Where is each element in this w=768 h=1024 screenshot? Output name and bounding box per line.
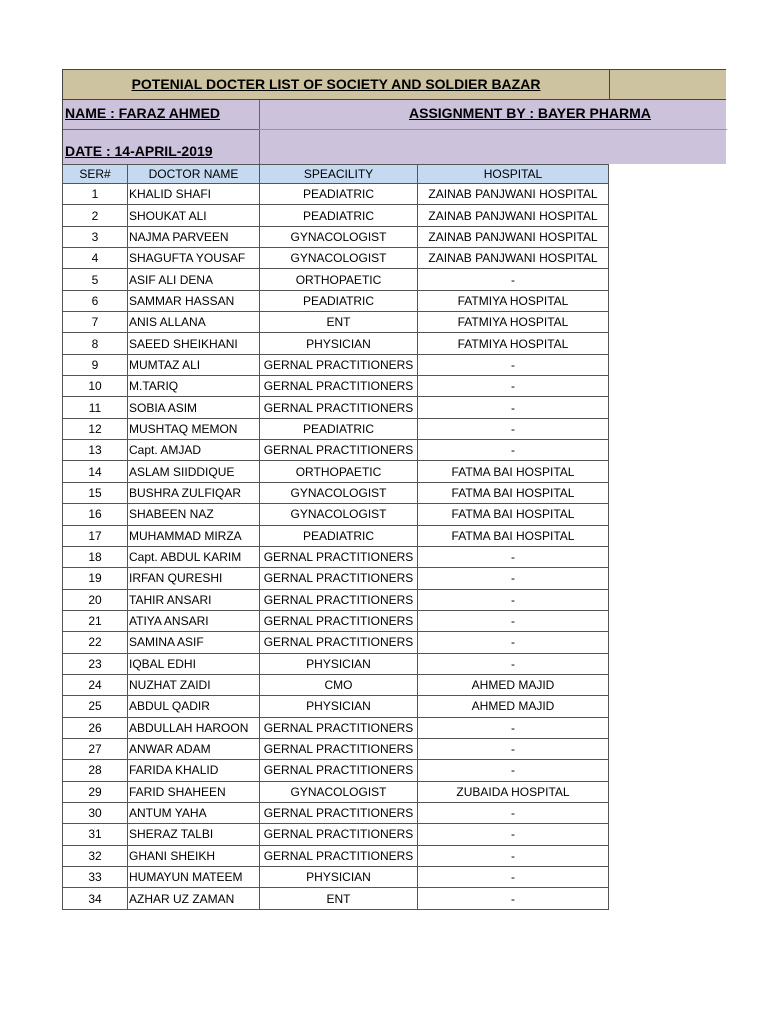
- speciality-cell[interactable]: GYNACOLOGIST: [260, 248, 418, 269]
- speciality-cell[interactable]: GERNAL PRACTITIONERS: [260, 568, 418, 589]
- table-row[interactable]: [63, 248, 609, 269]
- hospital-cell[interactable]: FATMIYA HOSPITAL: [418, 333, 609, 354]
- ser-cell[interactable]: 17: [63, 525, 128, 546]
- doctor-name-cell[interactable]: IRFAN QURESHI: [128, 568, 260, 589]
- speciality-cell[interactable]: PHYSICIAN: [260, 653, 418, 674]
- hospital-cell[interactable]: -: [418, 845, 609, 866]
- doctor-name-cell[interactable]: SHOUKAT ALI: [128, 205, 260, 226]
- ser-cell[interactable]: 31: [63, 824, 128, 845]
- table-row[interactable]: [63, 376, 609, 397]
- info-divider: [63, 129, 259, 130]
- speciality-cell[interactable]: PHYSICIAN: [260, 867, 418, 888]
- title-band: [62, 69, 726, 100]
- speciality-cell[interactable]: GYNACOLOGIST: [260, 482, 418, 503]
- hospital-cell[interactable]: AHMED MAJID: [418, 674, 609, 695]
- speciality-cell[interactable]: PEADIATRIC: [260, 290, 418, 311]
- ser-cell[interactable]: 23: [63, 653, 128, 674]
- table-row[interactable]: [63, 824, 609, 845]
- ser-cell[interactable]: 15: [63, 482, 128, 503]
- doctor-name-cell[interactable]: SOBIA ASIM: [128, 397, 260, 418]
- table-row[interactable]: [63, 354, 609, 375]
- table-row[interactable]: [63, 696, 609, 717]
- speciality-cell[interactable]: CMO: [260, 674, 418, 695]
- table-body: [63, 184, 609, 910]
- hospital-cell[interactable]: -: [418, 589, 609, 610]
- ser-cell[interactable]: 21: [63, 610, 128, 631]
- doctor-name-cell[interactable]: SHAGUFTA YOUSAF: [128, 248, 260, 269]
- ser-cell[interactable]: 5: [63, 269, 128, 290]
- doctor-name-cell[interactable]: SAEED SHEIKHANI: [128, 333, 260, 354]
- hospital-cell[interactable]: ZAINAB PANJWANI HOSPITAL: [418, 226, 609, 247]
- table-row[interactable]: [63, 418, 609, 439]
- hospital-cell[interactable]: FATMIYA HOSPITAL: [418, 290, 609, 311]
- doctor-name-cell[interactable]: MUMTAZ ALI: [128, 354, 260, 375]
- ser-cell[interactable]: 16: [63, 504, 128, 525]
- hospital-cell[interactable]: FATMA BAI HOSPITAL: [418, 461, 609, 482]
- speciality-cell[interactable]: GERNAL PRACTITIONERS: [260, 589, 418, 610]
- table-row[interactable]: [63, 653, 609, 674]
- table-row[interactable]: [63, 845, 609, 866]
- column-header-speciality: SPEACILITY: [260, 165, 418, 184]
- ser-cell[interactable]: 26: [63, 717, 128, 738]
- table-row[interactable]: [63, 610, 609, 631]
- ser-cell[interactable]: 18: [63, 546, 128, 567]
- hospital-cell[interactable]: -: [418, 376, 609, 397]
- doctor-table: [62, 164, 609, 910]
- info-divider: [259, 129, 727, 130]
- hospital-cell[interactable]: ZUBAIDA HOSPITAL: [418, 781, 609, 802]
- speciality-cell[interactable]: GERNAL PRACTITIONERS: [260, 845, 418, 866]
- hospital-cell[interactable]: -: [418, 546, 609, 567]
- hospital-cell[interactable]: -: [418, 802, 609, 823]
- table-row[interactable]: [63, 589, 609, 610]
- speciality-cell[interactable]: GYNACOLOGIST: [260, 504, 418, 525]
- hospital-cell[interactable]: -: [418, 867, 609, 888]
- hospital-cell[interactable]: ZAINAB PANJWANI HOSPITAL: [418, 248, 609, 269]
- doctor-name-cell[interactable]: ANIS ALLANA: [128, 312, 260, 333]
- table-row[interactable]: [63, 440, 609, 461]
- ser-cell[interactable]: 34: [63, 888, 128, 909]
- speciality-cell[interactable]: GERNAL PRACTITIONERS: [260, 717, 418, 738]
- ser-cell[interactable]: 6: [63, 290, 128, 311]
- hospital-cell[interactable]: -: [418, 418, 609, 439]
- table-row[interactable]: [63, 269, 609, 290]
- hospital-cell[interactable]: FATMIYA HOSPITAL: [418, 312, 609, 333]
- table-row[interactable]: [63, 888, 609, 909]
- table-row[interactable]: [63, 738, 609, 759]
- doctor-name-cell[interactable]: ANWAR ADAM: [128, 738, 260, 759]
- doctor-name-cell[interactable]: Capt. ABDUL KARIM: [128, 546, 260, 567]
- hospital-cell[interactable]: -: [418, 568, 609, 589]
- ser-cell[interactable]: 13: [63, 440, 128, 461]
- speciality-cell[interactable]: GERNAL PRACTITIONERS: [260, 354, 418, 375]
- speciality-cell[interactable]: GERNAL PRACTITIONERS: [260, 802, 418, 823]
- ser-cell[interactable]: 33: [63, 867, 128, 888]
- table-row[interactable]: [63, 568, 609, 589]
- speciality-cell[interactable]: GERNAL PRACTITIONERS: [260, 546, 418, 567]
- page-title: POTENIAL DOCTER LIST OF SOCIETY AND SOLDIER BAZAR: [63, 70, 610, 99]
- speciality-cell[interactable]: ORTHOPAETIC: [260, 269, 418, 290]
- doctor-name-cell[interactable]: ASIF ALI DENA: [128, 269, 260, 290]
- hospital-cell[interactable]: -: [418, 354, 609, 375]
- table-row[interactable]: [63, 867, 609, 888]
- doctor-name-cell[interactable]: TAHIR ANSARI: [128, 589, 260, 610]
- date-label: DATE : 14-APRIL-2019: [65, 143, 213, 159]
- table-row[interactable]: [63, 781, 609, 802]
- hospital-cell[interactable]: -: [418, 397, 609, 418]
- speciality-cell[interactable]: PEADIATRIC: [260, 205, 418, 226]
- info-divider: [259, 100, 260, 164]
- hospital-cell[interactable]: -: [418, 738, 609, 759]
- doctor-name-cell[interactable]: ASLAM SIIDDIQUE: [128, 461, 260, 482]
- table-row[interactable]: [63, 397, 609, 418]
- hospital-cell[interactable]: -: [418, 440, 609, 461]
- ser-cell[interactable]: 9: [63, 354, 128, 375]
- speciality-cell[interactable]: ORTHOPAETIC: [260, 461, 418, 482]
- doctor-name-cell[interactable]: BUSHRA ZULFIQAR: [128, 482, 260, 503]
- ser-cell[interactable]: 28: [63, 760, 128, 781]
- speciality-cell[interactable]: GYNACOLOGIST: [260, 781, 418, 802]
- doctor-name-cell[interactable]: MUSHTAQ MEMON: [128, 418, 260, 439]
- ser-cell[interactable]: 3: [63, 226, 128, 247]
- speciality-cell[interactable]: PHYSICIAN: [260, 696, 418, 717]
- speciality-cell[interactable]: GERNAL PRACTITIONERS: [260, 376, 418, 397]
- ser-cell[interactable]: 20: [63, 589, 128, 610]
- table-row[interactable]: [63, 632, 609, 653]
- doctor-name-cell[interactable]: SHERAZ TALBI: [128, 824, 260, 845]
- ser-cell[interactable]: 24: [63, 674, 128, 695]
- speciality-cell[interactable]: PEADIATRIC: [260, 525, 418, 546]
- hospital-cell[interactable]: FATMA BAI HOSPITAL: [418, 504, 609, 525]
- speciality-cell[interactable]: GYNACOLOGIST: [260, 226, 418, 247]
- rep-name-label: NAME : FARAZ AHMED: [65, 105, 221, 121]
- table-row[interactable]: [63, 802, 609, 823]
- hospital-cell[interactable]: -: [418, 888, 609, 909]
- doctor-name-cell[interactable]: GHANI SHEIKH: [128, 845, 260, 866]
- speciality-cell[interactable]: ENT: [260, 888, 418, 909]
- hospital-cell[interactable]: -: [418, 824, 609, 845]
- table-row[interactable]: [63, 760, 609, 781]
- table-row[interactable]: [63, 226, 609, 247]
- doctor-name-cell[interactable]: NUZHAT ZAIDI: [128, 674, 260, 695]
- speciality-cell[interactable]: GERNAL PRACTITIONERS: [260, 632, 418, 653]
- hospital-cell[interactable]: -: [418, 610, 609, 631]
- doctor-name-cell[interactable]: SAMMAR HASSAN: [128, 290, 260, 311]
- doctor-name-cell[interactable]: FARIDA KHALID: [128, 760, 260, 781]
- doctor-name-cell[interactable]: ANTUM YAHA: [128, 802, 260, 823]
- table-row[interactable]: [63, 717, 609, 738]
- table-row[interactable]: [63, 312, 609, 333]
- column-header-hospital: HOSPITAL: [418, 165, 609, 184]
- ser-cell[interactable]: 30: [63, 802, 128, 823]
- table-row[interactable]: [63, 184, 609, 205]
- doctor-name-cell[interactable]: SAMINA ASIF: [128, 632, 260, 653]
- speciality-cell[interactable]: ENT: [260, 312, 418, 333]
- doctor-name-cell[interactable]: NAJMA PARVEEN: [128, 226, 260, 247]
- hospital-cell[interactable]: ZAINAB PANJWANI HOSPITAL: [418, 205, 609, 226]
- ser-cell[interactable]: 8: [63, 333, 128, 354]
- speciality-cell[interactable]: GERNAL PRACTITIONERS: [260, 397, 418, 418]
- ser-cell[interactable]: 10: [63, 376, 128, 397]
- ser-cell[interactable]: 14: [63, 461, 128, 482]
- ser-cell[interactable]: 7: [63, 312, 128, 333]
- doctor-name-cell[interactable]: FARID SHAHEEN: [128, 781, 260, 802]
- speciality-cell[interactable]: GERNAL PRACTITIONERS: [260, 760, 418, 781]
- doctor-name-cell[interactable]: SHABEEN NAZ: [128, 504, 260, 525]
- hospital-cell[interactable]: -: [418, 717, 609, 738]
- table-row[interactable]: [63, 461, 609, 482]
- hospital-cell[interactable]: FATMA BAI HOSPITAL: [418, 525, 609, 546]
- ser-cell[interactable]: 22: [63, 632, 128, 653]
- table-row[interactable]: [63, 504, 609, 525]
- table-row[interactable]: [63, 525, 609, 546]
- hospital-cell[interactable]: -: [418, 653, 609, 674]
- ser-cell[interactable]: 2: [63, 205, 128, 226]
- doctor-name-cell[interactable]: MUHAMMAD MIRZA: [128, 525, 260, 546]
- speciality-cell[interactable]: PEADIATRIC: [260, 184, 418, 205]
- ser-cell[interactable]: 1: [63, 184, 128, 205]
- ser-cell[interactable]: 32: [63, 845, 128, 866]
- speciality-cell[interactable]: PHYSICIAN: [260, 333, 418, 354]
- assignment-label: ASSIGNMENT BY : BAYER PHARMA: [409, 105, 651, 121]
- info-band: [62, 100, 726, 164]
- ser-cell[interactable]: 4: [63, 248, 128, 269]
- ser-cell[interactable]: 27: [63, 738, 128, 759]
- speciality-cell[interactable]: GERNAL PRACTITIONERS: [260, 824, 418, 845]
- doctor-name-cell[interactable]: KHALID SHAFI: [128, 184, 260, 205]
- table-row[interactable]: [63, 546, 609, 567]
- doctor-name-cell[interactable]: ABDULLAH HAROON: [128, 717, 260, 738]
- hospital-cell[interactable]: -: [418, 760, 609, 781]
- ser-cell[interactable]: 19: [63, 568, 128, 589]
- doctor-name-cell[interactable]: ABDUL QADIR: [128, 696, 260, 717]
- ser-cell[interactable]: 12: [63, 418, 128, 439]
- ser-cell[interactable]: 25: [63, 696, 128, 717]
- doctor-name-cell[interactable]: ATIYA ANSARI: [128, 610, 260, 631]
- table-row[interactable]: [63, 333, 609, 354]
- table-row[interactable]: [63, 482, 609, 503]
- table-row[interactable]: [63, 674, 609, 695]
- doctor-name-cell[interactable]: M.TARIQ: [128, 376, 260, 397]
- ser-cell[interactable]: 29: [63, 781, 128, 802]
- table-row[interactable]: [63, 290, 609, 311]
- table-header-row: [63, 165, 609, 184]
- doctor-name-cell[interactable]: IQBAL EDHI: [128, 653, 260, 674]
- doctor-name-cell[interactable]: Capt. AMJAD: [128, 440, 260, 461]
- speciality-cell[interactable]: GERNAL PRACTITIONERS: [260, 738, 418, 759]
- doctor-name-cell[interactable]: HUMAYUN MATEEM: [128, 867, 260, 888]
- hospital-cell[interactable]: ZAINAB PANJWANI HOSPITAL: [418, 184, 609, 205]
- column-header-doctor-name: DOCTOR NAME: [128, 165, 260, 184]
- speciality-cell[interactable]: PEADIATRIC: [260, 418, 418, 439]
- table-row[interactable]: [63, 205, 609, 226]
- speciality-cell[interactable]: GERNAL PRACTITIONERS: [260, 610, 418, 631]
- hospital-cell[interactable]: -: [418, 632, 609, 653]
- column-header-ser: SER#: [63, 165, 128, 184]
- doctor-name-cell[interactable]: AZHAR UZ ZAMAN: [128, 888, 260, 909]
- ser-cell[interactable]: 11: [63, 397, 128, 418]
- hospital-cell[interactable]: FATMA BAI HOSPITAL: [418, 482, 609, 503]
- speciality-cell[interactable]: GERNAL PRACTITIONERS: [260, 440, 418, 461]
- hospital-cell[interactable]: -: [418, 269, 609, 290]
- hospital-cell[interactable]: AHMED MAJID: [418, 696, 609, 717]
